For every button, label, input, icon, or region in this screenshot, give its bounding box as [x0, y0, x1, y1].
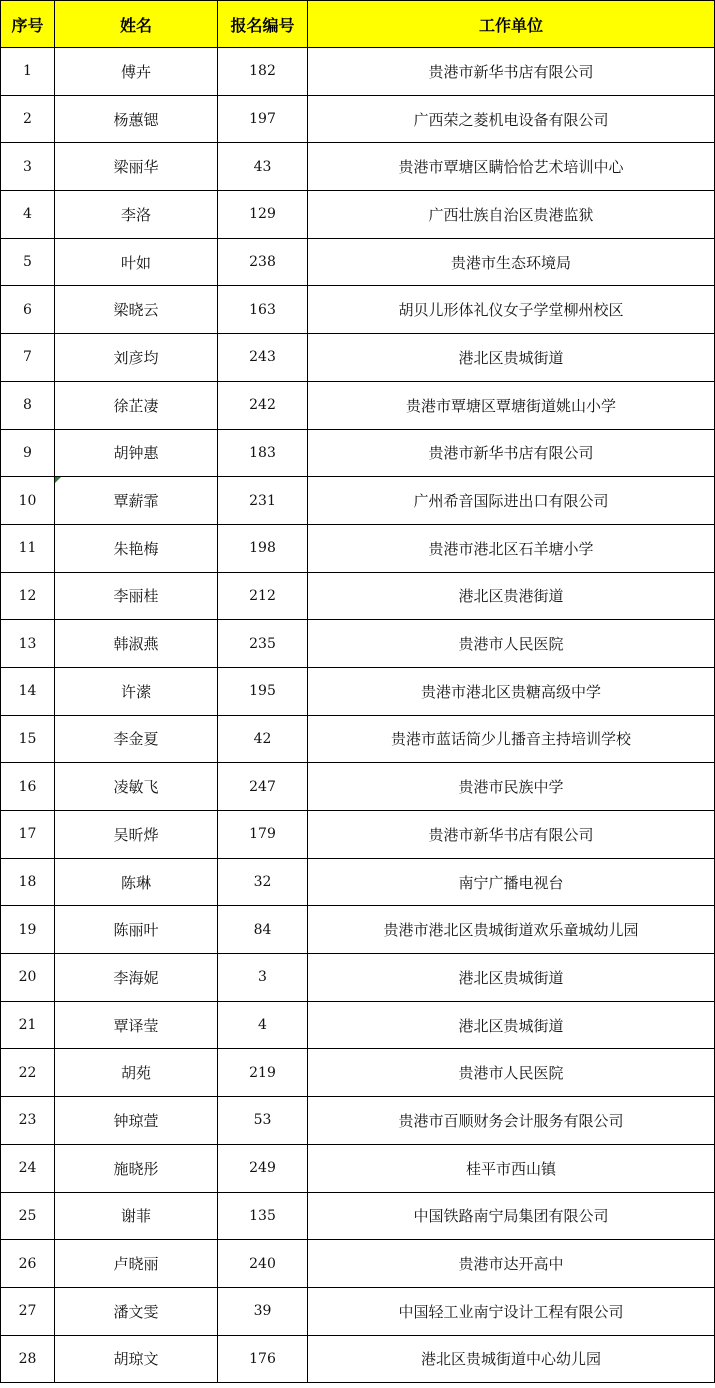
workplace-cell[interactable] [308, 191, 715, 239]
reg-no-cell[interactable] [218, 620, 308, 668]
name-cell-text: 许潆 [120, 682, 151, 701]
workplace-cell-text: 贵港市覃塘区瞒恰恰艺术培训中心 [398, 158, 624, 177]
seq-cell-text: 28 [18, 1350, 37, 1367]
reg-no-cell[interactable] [218, 1049, 308, 1097]
workplace-cell-text: 贵港市生态环境局 [450, 253, 571, 272]
workplace-cell-text: 贵港市民族中学 [458, 778, 564, 797]
name-cell-text: 潘文雯 [113, 1302, 159, 1321]
seq-cell-text: 9 [23, 444, 32, 461]
reg-no-cell-text: 197 [249, 111, 276, 128]
workplace-cell[interactable] [308, 763, 715, 811]
reg-no-cell[interactable] [218, 286, 308, 334]
reg-no-cell-text: 43 [253, 158, 272, 175]
reg-no-cell-text: 242 [249, 397, 276, 414]
table-row [1, 95, 715, 143]
workplace-cell-text: 桂平市西山镇 [465, 1159, 556, 1178]
seq-cell[interactable] [1, 1097, 55, 1145]
workplace-cell-text: 贵港市人民医院 [458, 635, 564, 654]
workplace-cell-text: 贵港市港北区贵城街道欢乐童城幼儿园 [383, 921, 639, 940]
seq-cell[interactable] [1, 1001, 55, 1049]
seq-cell-text: 21 [18, 1017, 37, 1034]
reg-no-cell-text: 179 [249, 826, 276, 843]
seq-cell-text: 26 [18, 1255, 37, 1272]
table-row [1, 572, 715, 620]
workplace-cell[interactable] [308, 715, 715, 763]
table-row [1, 667, 715, 715]
table-row [1, 1049, 715, 1097]
name-cell[interactable] [55, 286, 218, 334]
name-cell-text: 朱艳梅 [113, 539, 159, 558]
seq-cell-text: 7 [23, 349, 32, 366]
table-row [1, 191, 715, 239]
name-cell[interactable] [55, 620, 218, 668]
seq-cell-text: 18 [18, 874, 37, 891]
seq-cell[interactable] [1, 334, 55, 382]
reg-no-cell[interactable] [218, 811, 308, 859]
seq-cell-text: 25 [18, 1207, 37, 1224]
workplace-cell-text: 贵港市蓝话筒少儿播音主持培训学校 [390, 730, 631, 749]
seq-cell[interactable] [1, 1287, 55, 1335]
name-cell[interactable] [55, 429, 218, 477]
name-cell-text: 凌敏飞 [113, 778, 159, 797]
workplace-cell[interactable] [308, 1097, 715, 1145]
name-cell-text: 韩淑燕 [113, 635, 159, 654]
name-cell[interactable] [55, 1287, 218, 1335]
reg-no-cell[interactable] [218, 238, 308, 286]
workplace-cell-text: 贵港市覃塘区覃塘街道姚山小学 [405, 396, 616, 415]
seq-cell-text: 6 [23, 301, 32, 318]
seq-cell[interactable] [1, 429, 55, 477]
seq-cell-text: 22 [18, 1064, 37, 1081]
reg-no-cell[interactable] [218, 1144, 308, 1192]
reg-no-cell[interactable] [218, 48, 308, 96]
workplace-cell[interactable] [308, 906, 715, 954]
workplace-cell-text: 中国轻工业南宁设计工程有限公司 [398, 1302, 624, 1321]
seq-cell[interactable] [1, 954, 55, 1002]
reg-no-cell-text: 231 [249, 492, 276, 509]
reg-no-cell[interactable] [218, 763, 308, 811]
seq-cell-text: 11 [18, 540, 37, 557]
workplace-cell-text: 港北区贵城街道 [458, 1016, 564, 1035]
header-seq[interactable]: 序号 [1, 1, 55, 48]
workplace-cell[interactable] [308, 95, 715, 143]
reg-no-cell[interactable] [218, 715, 308, 763]
header-reg-no[interactable]: 报名编号 [218, 1, 308, 48]
table-row [1, 858, 715, 906]
table-row [1, 763, 715, 811]
seq-cell-text: 3 [23, 158, 32, 175]
seq-cell[interactable] [1, 1049, 55, 1097]
name-cell-text: 徐芷凄 [113, 396, 159, 415]
name-cell[interactable] [55, 667, 218, 715]
reg-no-cell-text: 129 [249, 206, 276, 223]
reg-no-cell-text: 243 [249, 349, 276, 366]
workplace-cell[interactable] [308, 477, 715, 525]
workplace-cell-text: 贵港市新华书店有限公司 [428, 825, 594, 844]
table-row [1, 906, 715, 954]
name-cell[interactable] [55, 143, 218, 191]
workplace-cell[interactable] [308, 811, 715, 859]
name-cell-text: 覃薪霏 [113, 492, 159, 511]
workplace-cell-text: 贵港市达开高中 [458, 1255, 564, 1274]
reg-no-cell[interactable] [218, 381, 308, 429]
name-cell-text: 叶如 [120, 253, 151, 272]
workplace-cell[interactable] [308, 286, 715, 334]
workplace-cell[interactable] [308, 238, 715, 286]
table-row [1, 620, 715, 668]
workplace-cell-text: 广西壮族自治区贵港监狱 [428, 205, 594, 224]
reg-no-cell-text: 198 [249, 540, 276, 557]
reg-no-cell-text: 247 [249, 778, 276, 795]
workplace-cell-text: 中国铁路南宁局集团有限公司 [413, 1207, 609, 1226]
name-cell-text: 陈丽叶 [113, 921, 159, 940]
header-workplace[interactable]: 工作单位 [308, 1, 715, 48]
name-cell[interactable] [55, 238, 218, 286]
seq-cell[interactable] [1, 763, 55, 811]
name-cell[interactable] [55, 477, 218, 525]
reg-no-cell[interactable] [218, 95, 308, 143]
name-cell[interactable] [55, 524, 218, 572]
table-row [1, 811, 715, 859]
seq-cell-text: 10 [18, 492, 37, 509]
name-cell-text: 李洛 [120, 205, 151, 224]
seq-cell[interactable] [1, 95, 55, 143]
seq-cell[interactable] [1, 1192, 55, 1240]
comment-indicator-icon[interactable] [55, 477, 61, 483]
table-row [1, 1001, 715, 1049]
reg-no-cell[interactable] [218, 1287, 308, 1335]
name-cell-text: 钟琼萱 [113, 1111, 159, 1130]
name-cell[interactable] [55, 1192, 218, 1240]
seq-cell[interactable] [1, 286, 55, 334]
reg-no-cell-text: 84 [253, 921, 272, 938]
name-cell[interactable] [55, 95, 218, 143]
table-row [1, 1287, 715, 1335]
seq-cell-text: 12 [18, 587, 37, 604]
name-cell-text: 胡钟惠 [113, 444, 159, 463]
reg-no-cell-text: 4 [258, 1017, 267, 1034]
name-cell-text: 施晓彤 [113, 1159, 159, 1178]
reg-no-cell[interactable] [218, 191, 308, 239]
reg-no-cell[interactable] [218, 143, 308, 191]
name-cell[interactable] [55, 954, 218, 1002]
seq-cell-text: 4 [23, 206, 32, 223]
workplace-cell[interactable] [308, 429, 715, 477]
reg-no-cell[interactable] [218, 477, 308, 525]
reg-no-cell[interactable] [218, 667, 308, 715]
seq-cell[interactable] [1, 238, 55, 286]
reg-no-cell-text: 32 [253, 874, 272, 891]
seq-cell-text: 13 [18, 635, 37, 652]
name-cell-text: 李金夏 [113, 730, 159, 749]
name-cell[interactable] [55, 1001, 218, 1049]
workplace-cell[interactable] [308, 620, 715, 668]
seq-cell[interactable] [1, 48, 55, 96]
reg-no-cell[interactable] [218, 858, 308, 906]
workplace-cell[interactable] [308, 1192, 715, 1240]
workplace-cell-text: 港北区贵城街道中心幼儿园 [420, 1350, 601, 1369]
table-row [1, 1097, 715, 1145]
name-cell-text: 陈琳 [120, 873, 151, 892]
reg-no-cell-text: 42 [253, 730, 272, 747]
header-name[interactable]: 姓名 [55, 1, 218, 48]
seq-cell-text: 27 [18, 1303, 37, 1320]
workplace-cell-text: 贵港市新华书店有限公司 [428, 62, 594, 81]
reg-no-cell[interactable] [218, 1192, 308, 1240]
reg-no-cell-text: 238 [249, 254, 276, 271]
reg-no-cell[interactable] [218, 906, 308, 954]
workplace-cell-text: 港北区贵港街道 [458, 587, 564, 606]
workplace-cell[interactable] [308, 334, 715, 382]
table-row [1, 1335, 715, 1383]
seq-cell-text: 2 [23, 111, 32, 128]
seq-cell-text: 5 [23, 254, 32, 271]
name-cell-text: 梁丽华 [113, 158, 159, 177]
workplace-cell-text: 贵港市百顺财务会计服务有限公司 [398, 1111, 624, 1130]
workplace-cell[interactable] [308, 1049, 715, 1097]
reg-no-cell[interactable] [218, 429, 308, 477]
workplace-cell[interactable] [308, 381, 715, 429]
workplace-cell[interactable] [308, 524, 715, 572]
reg-no-cell-text: 163 [249, 301, 276, 318]
table-row [1, 238, 715, 286]
reg-no-cell-text: 182 [249, 63, 276, 80]
reg-no-cell-text: 195 [249, 683, 276, 700]
name-cell-text: 吴昕烨 [113, 825, 159, 844]
table-row [1, 1192, 715, 1240]
workplace-cell[interactable] [308, 1240, 715, 1288]
seq-cell[interactable] [1, 143, 55, 191]
table-row [1, 477, 715, 525]
workplace-cell-text: 广西荣之菱机电设备有限公司 [413, 110, 609, 129]
reg-no-cell-text: 212 [249, 587, 276, 604]
table-body [1, 48, 715, 1383]
reg-no-cell-text: 176 [249, 1350, 276, 1367]
seq-cell-text: 8 [23, 397, 32, 414]
seq-cell[interactable] [1, 191, 55, 239]
reg-no-cell-text: 235 [249, 635, 276, 652]
workplace-cell[interactable] [308, 48, 715, 96]
name-cell[interactable] [55, 763, 218, 811]
workplace-cell-text: 贵港市新华书店有限公司 [428, 444, 594, 463]
table-row [1, 954, 715, 1002]
seq-cell[interactable] [1, 572, 55, 620]
name-cell-text: 胡琼文 [113, 1350, 159, 1369]
name-cell-text: 李丽桂 [113, 587, 159, 606]
seq-cell[interactable] [1, 620, 55, 668]
seq-cell-text: 20 [18, 969, 37, 986]
name-cell[interactable] [55, 572, 218, 620]
reg-no-cell[interactable] [218, 1240, 308, 1288]
reg-no-cell[interactable] [218, 524, 308, 572]
workplace-cell[interactable] [308, 1144, 715, 1192]
seq-cell-text: 17 [18, 826, 37, 843]
name-cell-text: 覃译莹 [113, 1016, 159, 1035]
name-cell[interactable] [55, 715, 218, 763]
name-cell[interactable] [55, 906, 218, 954]
reg-no-cell[interactable] [218, 1335, 308, 1383]
name-cell-text: 傅卉 [120, 62, 151, 81]
table-row [1, 286, 715, 334]
workplace-cell-text: 港北区贵城街道 [458, 968, 564, 987]
seq-cell-text: 23 [18, 1112, 37, 1129]
seq-cell[interactable] [1, 477, 55, 525]
seq-cell[interactable] [1, 1144, 55, 1192]
table-row [1, 524, 715, 572]
name-cell-text: 刘彦均 [113, 348, 159, 367]
table-header [1, 1, 715, 48]
seq-cell[interactable] [1, 381, 55, 429]
reg-no-cell[interactable] [218, 1097, 308, 1145]
reg-no-cell[interactable] [218, 334, 308, 382]
header-row [1, 1, 715, 48]
reg-no-cell[interactable] [218, 572, 308, 620]
workplace-cell[interactable] [308, 1335, 715, 1383]
reg-no-cell-text: 240 [249, 1255, 276, 1272]
reg-no-cell-text: 249 [249, 1160, 276, 1177]
workplace-cell[interactable] [308, 572, 715, 620]
name-cell[interactable] [55, 1097, 218, 1145]
table-row [1, 715, 715, 763]
workplace-cell[interactable] [308, 1287, 715, 1335]
seq-cell[interactable] [1, 1335, 55, 1383]
table-row [1, 429, 715, 477]
workplace-cell-text: 贵港市人民医院 [458, 1064, 564, 1083]
seq-cell-text: 15 [18, 730, 37, 747]
reg-no-cell-text: 3 [258, 969, 267, 986]
name-cell[interactable] [55, 1240, 218, 1288]
table-row [1, 381, 715, 429]
name-cell[interactable] [55, 48, 218, 96]
seq-cell-text: 24 [18, 1160, 37, 1177]
workplace-cell[interactable] [308, 667, 715, 715]
seq-cell-text: 19 [18, 921, 37, 938]
seq-cell-text: 16 [18, 778, 37, 795]
name-cell-text: 梁晓云 [113, 301, 159, 320]
name-cell[interactable] [55, 1335, 218, 1383]
seq-cell[interactable] [1, 524, 55, 572]
workplace-cell-text: 广州希音国际进出口有限公司 [413, 492, 609, 511]
reg-no-cell[interactable] [218, 954, 308, 1002]
workplace-cell-text: 港北区贵城街道 [458, 348, 564, 367]
seq-cell[interactable] [1, 1240, 55, 1288]
workplace-cell-text: 贵港市港北区石羊塘小学 [428, 539, 594, 558]
seq-cell[interactable] [1, 906, 55, 954]
seq-cell-text: 1 [23, 63, 32, 80]
reg-no-cell-text: 39 [253, 1303, 272, 1320]
reg-no-cell-text: 219 [249, 1064, 276, 1081]
name-cell[interactable] [55, 811, 218, 859]
name-cell[interactable] [55, 334, 218, 382]
name-cell-text: 杨蕙锶 [113, 110, 159, 129]
seq-cell-text: 14 [18, 683, 37, 700]
seq-cell[interactable] [1, 858, 55, 906]
workplace-cell[interactable] [308, 954, 715, 1002]
table-row [1, 48, 715, 96]
seq-cell[interactable] [1, 715, 55, 763]
workplace-cell-text: 贵港市港北区贵糖高级中学 [420, 682, 601, 701]
name-cell[interactable] [55, 1049, 218, 1097]
name-cell[interactable] [55, 858, 218, 906]
reg-no-cell-text: 135 [249, 1207, 276, 1224]
reg-no-cell-text: 183 [249, 444, 276, 461]
table-row [1, 1144, 715, 1192]
name-cell[interactable] [55, 1144, 218, 1192]
workplace-cell-text: 胡贝儿形体礼仪女子学堂柳州校区 [398, 301, 624, 320]
seq-cell[interactable] [1, 667, 55, 715]
table-row [1, 1240, 715, 1288]
name-cell-text: 谢菲 [120, 1207, 151, 1226]
reg-no-cell-text: 53 [253, 1112, 272, 1129]
name-cell-text: 胡苑 [120, 1064, 151, 1083]
workplace-cell[interactable] [308, 858, 715, 906]
name-cell-text: 卢晓丽 [113, 1255, 159, 1274]
name-cell[interactable] [55, 381, 218, 429]
workplace-cell[interactable] [308, 1001, 715, 1049]
workplace-cell[interactable] [308, 143, 715, 191]
name-cell-text: 李海妮 [113, 968, 159, 987]
reg-no-cell[interactable] [218, 1001, 308, 1049]
table-row [1, 334, 715, 382]
name-cell[interactable] [55, 191, 218, 239]
workplace-cell-text: 南宁广播电视台 [458, 873, 564, 892]
seq-cell[interactable] [1, 811, 55, 859]
table-row [1, 143, 715, 191]
